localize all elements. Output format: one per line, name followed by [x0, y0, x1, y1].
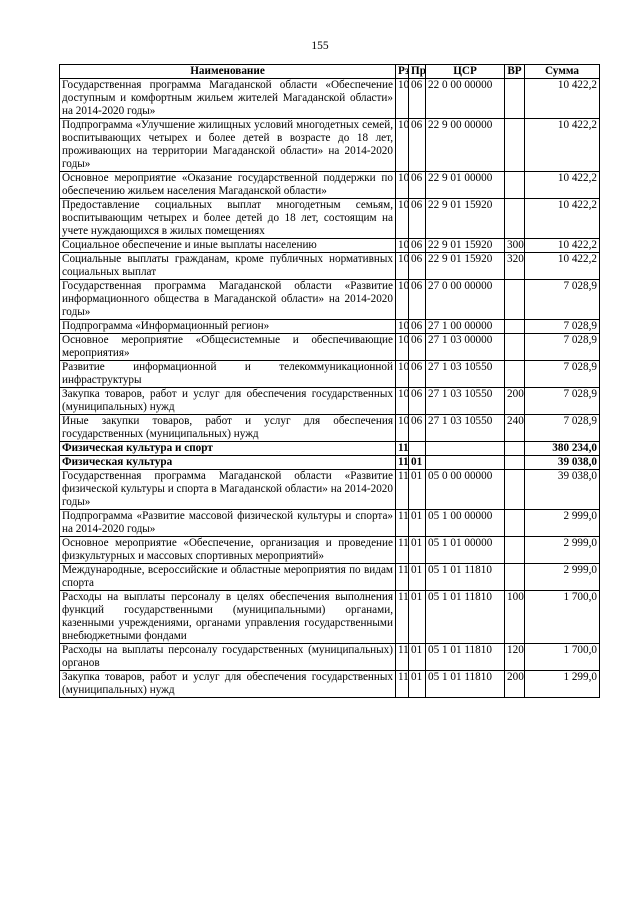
cell-name: Развитие информационной и телекоммуникационной инфраструктуры: [60, 361, 396, 388]
cell-csr: [426, 442, 505, 456]
cell-rz: 10: [396, 239, 409, 253]
table-row: [60, 239, 600, 253]
cell-csr: 05 1 00 00000: [426, 510, 505, 537]
cell-sum: 1 299,0: [525, 671, 600, 698]
table-row: [60, 415, 600, 442]
cell-csr: 05 1 01 00000: [426, 537, 505, 564]
table-row: [60, 510, 600, 537]
table-row: [60, 564, 600, 591]
cell-name: Расходы на выплаты персоналу государственных (муниципальных) органов: [60, 644, 396, 671]
cell-sum: 39 038,0: [525, 456, 600, 470]
cell-sum: 2 999,0: [525, 537, 600, 564]
cell-csr: 22 0 00 00000: [426, 79, 505, 119]
cell-rz: 11: [396, 442, 409, 456]
cell-vr: [505, 442, 525, 456]
cell-sum: 7 028,9: [525, 415, 600, 442]
cell-name: Закупка товаров, работ и услуг для обеспечения государственных (муниципальных) нужд: [60, 671, 396, 698]
table-body: [60, 79, 600, 698]
cell-pr: 06: [409, 361, 426, 388]
cell-sum: 10 422,2: [525, 199, 600, 239]
cell-pr: 06: [409, 388, 426, 415]
cell-name: Физическая культура: [60, 456, 396, 470]
cell-pr: 01: [409, 564, 426, 591]
cell-vr: [505, 172, 525, 199]
cell-csr: 27 1 03 00000: [426, 334, 505, 361]
cell-sum: 7 028,9: [525, 320, 600, 334]
cell-rz: 10: [396, 415, 409, 442]
cell-sum: 39 038,0: [525, 470, 600, 510]
cell-name: Расходы на выплаты персоналу в целях обеспечения выполнения функций государственными (муниципальными) органами, казенными учреждениями, органами управления государственными внебюджетными фондами: [60, 591, 396, 644]
cell-rz: 10: [396, 334, 409, 361]
table-row: [60, 280, 600, 320]
cell-csr: 05 1 01 11810: [426, 671, 505, 698]
cell-vr: [505, 79, 525, 119]
table-row: [60, 456, 600, 470]
cell-rz: 10: [396, 320, 409, 334]
cell-csr: 27 1 03 10550: [426, 415, 505, 442]
cell-rz: 10: [396, 172, 409, 199]
cell-pr: 01: [409, 510, 426, 537]
cell-pr: 01: [409, 470, 426, 510]
cell-vr: 300: [505, 239, 525, 253]
cell-vr: [505, 119, 525, 172]
cell-csr: 27 1 03 10550: [426, 388, 505, 415]
header-sum: Сумма: [525, 65, 600, 79]
cell-name: Основное мероприятие «Общесистемные и обеспечивающие мероприятия»: [60, 334, 396, 361]
cell-name: Международные, всероссийские и областные мероприятия по видам спорта: [60, 564, 396, 591]
cell-rz: 10: [396, 199, 409, 239]
cell-pr: 01: [409, 537, 426, 564]
cell-rz: 11: [396, 564, 409, 591]
cell-vr: [505, 456, 525, 470]
cell-name: Подпрограмма «Информационный регион»: [60, 320, 396, 334]
header-name: Наименование: [60, 65, 396, 79]
cell-name: Подпрограмма «Развитие массовой физической культуры и спорта» на 2014-2020 годы»: [60, 510, 396, 537]
cell-rz: 10: [396, 253, 409, 280]
cell-name: Основное мероприятие «Оказание государственной поддержки по обеспечению жильем населения Магаданской области»: [60, 172, 396, 199]
cell-pr: 06: [409, 253, 426, 280]
cell-name: Физическая культура и спорт: [60, 442, 396, 456]
cell-name: Предоставление социальных выплат многодетным семьям, воспитывающим четырех и более детей до 18 лет, состоящим на учете нуждающихся в жилых помещениях: [60, 199, 396, 239]
cell-rz: 10: [396, 79, 409, 119]
cell-sum: 2 999,0: [525, 510, 600, 537]
table-row: [60, 442, 600, 456]
cell-sum: 2 999,0: [525, 564, 600, 591]
cell-sum: 380 234,0: [525, 442, 600, 456]
table-row: [60, 361, 600, 388]
header-rz: Рз: [396, 65, 409, 79]
table-row: [60, 671, 600, 698]
table-row: [60, 119, 600, 172]
cell-sum: 10 422,2: [525, 172, 600, 199]
cell-csr: 22 9 01 15920: [426, 199, 505, 239]
cell-vr: [505, 537, 525, 564]
cell-sum: 7 028,9: [525, 361, 600, 388]
cell-name: Основное мероприятие «Обеспечение, организация и проведение физкультурных и массовых спортивных мероприятий»: [60, 537, 396, 564]
cell-pr: 06: [409, 415, 426, 442]
table-row: [60, 199, 600, 239]
cell-pr: 06: [409, 239, 426, 253]
table-row: [60, 79, 600, 119]
cell-name: Подпрограмма «Улучшение жилищных условий многодетных семей, воспитывающих четырех и более детей в возрасте до 18 лет, проживающих на территории Магаданской области» на 2014-2020 годы»: [60, 119, 396, 172]
cell-sum: 7 028,9: [525, 334, 600, 361]
header-vr: ВР: [505, 65, 525, 79]
table-row: [60, 644, 600, 671]
budget-table: [59, 64, 600, 698]
cell-vr: [505, 564, 525, 591]
cell-pr: 06: [409, 320, 426, 334]
table-row: [60, 253, 600, 280]
cell-csr: 22 9 01 00000: [426, 172, 505, 199]
cell-name: Социальное обеспечение и иные выплаты населению: [60, 239, 396, 253]
cell-sum: 7 028,9: [525, 388, 600, 415]
cell-vr: [505, 280, 525, 320]
cell-csr: 05 1 01 11810: [426, 564, 505, 591]
cell-vr: 200: [505, 388, 525, 415]
table-row: [60, 591, 600, 644]
cell-vr: 200: [505, 671, 525, 698]
cell-rz: 10: [396, 388, 409, 415]
cell-name: Иные закупки товаров, работ и услуг для обеспечения государственных (муниципальных) нужд: [60, 415, 396, 442]
header-pr: Пр: [409, 65, 426, 79]
cell-pr: 06: [409, 334, 426, 361]
cell-vr: [505, 470, 525, 510]
cell-rz: 10: [396, 119, 409, 172]
cell-sum: 10 422,2: [525, 253, 600, 280]
cell-pr: 06: [409, 172, 426, 199]
cell-pr: 06: [409, 280, 426, 320]
cell-rz: 10: [396, 280, 409, 320]
cell-csr: 05 0 00 00000: [426, 470, 505, 510]
cell-sum: 10 422,2: [525, 239, 600, 253]
cell-vr: 100: [505, 591, 525, 644]
cell-rz: 10: [396, 361, 409, 388]
cell-rz: 11: [396, 644, 409, 671]
cell-csr: 05 1 01 11810: [426, 591, 505, 644]
table-row: [60, 470, 600, 510]
cell-pr: 06: [409, 119, 426, 172]
cell-vr: 320: [505, 253, 525, 280]
cell-pr: 01: [409, 591, 426, 644]
cell-sum: 1 700,0: [525, 644, 600, 671]
cell-rz: 11: [396, 537, 409, 564]
table-header-row: [60, 65, 600, 79]
cell-vr: 240: [505, 415, 525, 442]
table-row: [60, 537, 600, 564]
cell-csr: 27 1 00 00000: [426, 320, 505, 334]
cell-vr: [505, 510, 525, 537]
cell-pr: 06: [409, 79, 426, 119]
cell-vr: [505, 334, 525, 361]
page-number: 155: [311, 40, 329, 52]
cell-rz: 11: [396, 671, 409, 698]
cell-csr: 22 9 00 00000: [426, 119, 505, 172]
cell-sum: 10 422,2: [525, 79, 600, 119]
table-row: [60, 320, 600, 334]
cell-vr: [505, 320, 525, 334]
cell-pr: 06: [409, 199, 426, 239]
cell-rz: 11: [396, 470, 409, 510]
cell-rz: 11: [396, 456, 409, 470]
table-row: [60, 388, 600, 415]
cell-vr: 120: [505, 644, 525, 671]
cell-pr: 01: [409, 456, 426, 470]
cell-pr: 01: [409, 671, 426, 698]
cell-name: Закупка товаров, работ и услуг для обеспечения государственных (муниципальных) нужд: [60, 388, 396, 415]
cell-csr: 27 1 03 10550: [426, 361, 505, 388]
table-row: [60, 334, 600, 361]
cell-rz: 11: [396, 510, 409, 537]
cell-sum: 10 422,2: [525, 119, 600, 172]
cell-csr: 22 9 01 15920: [426, 239, 505, 253]
header-csr: ЦСР: [426, 65, 505, 79]
cell-name: Социальные выплаты гражданам, кроме публичных нормативных социальных выплат: [60, 253, 396, 280]
cell-name: Государственная программа Магаданской области «Развитие информационного общества в Магаданской области» на 2014-2020 годы»: [60, 280, 396, 320]
cell-pr: 01: [409, 644, 426, 671]
cell-csr: 05 1 01 11810: [426, 644, 505, 671]
table-row: [60, 172, 600, 199]
cell-vr: [505, 199, 525, 239]
cell-sum: 7 028,9: [525, 280, 600, 320]
cell-csr: 27 0 00 00000: [426, 280, 505, 320]
cell-rz: 11: [396, 591, 409, 644]
cell-pr: [409, 442, 426, 456]
cell-sum: 1 700,0: [525, 591, 600, 644]
cell-name: Государственная программа Магаданской области «Развитие физической культуры и спорта в Магаданской области» на 2014-2020 годы»: [60, 470, 396, 510]
cell-vr: [505, 361, 525, 388]
cell-csr: 22 9 01 15920: [426, 253, 505, 280]
cell-name: Государственная программа Магаданской области «Обеспечение доступным и комфортным жильем жителей Магаданской области» на 2014-2020 годы»: [60, 79, 396, 119]
cell-csr: [426, 456, 505, 470]
